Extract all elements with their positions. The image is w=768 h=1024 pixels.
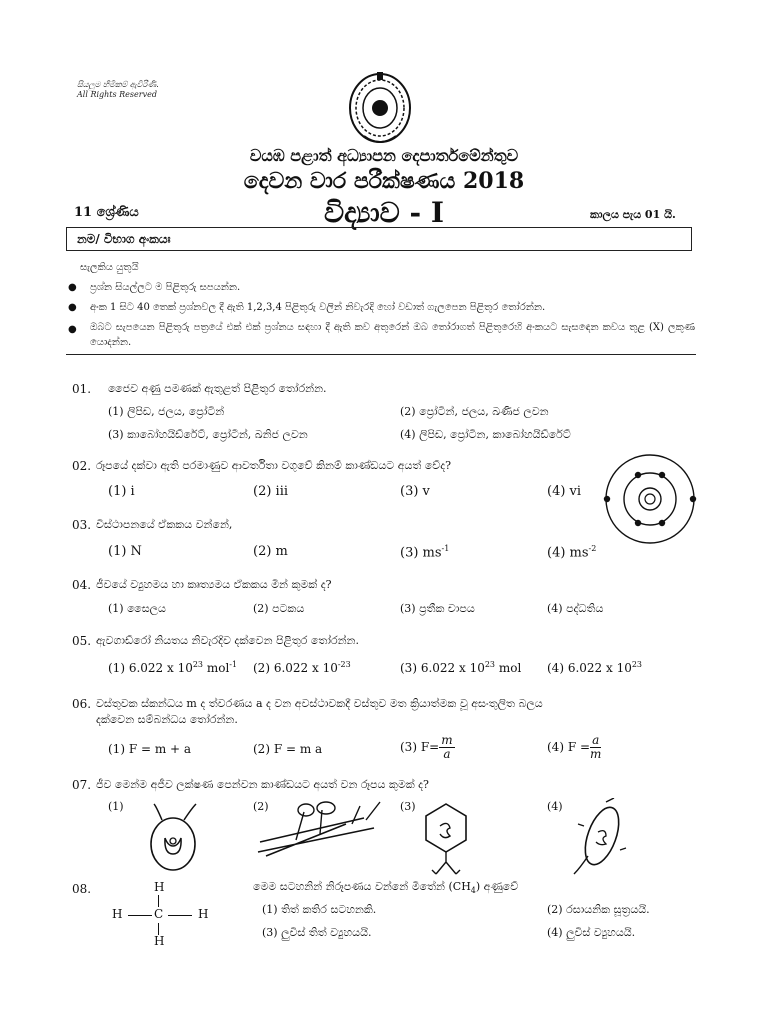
question-number: 07. [72, 778, 92, 792]
option-3: (3) ලුවිස් තිත් ව්‍යුහයයි. [262, 926, 372, 939]
option-3: (3) $ms^{-1}$ [400, 544, 450, 561]
option-4: (4) 6.022 x $10^{23}$ [547, 660, 643, 675]
question-text: මෙම සටහනින් නිරූපණය වන්නේ මීතේන් $(CH_4)$ අණුවේ [253, 880, 519, 896]
time-label: කාලය පැය 01 යි. [590, 208, 676, 221]
rights-english: All Rights Reserved [77, 90, 157, 99]
bullet-icon: ● [68, 302, 77, 313]
option-2: (2) [253, 800, 269, 813]
atom-c: C [154, 907, 164, 921]
question-text: වස්තුවක ස්කන්ධය m ද ත්වරණය a ද වන අවස්ථාවකදී වස්තුව මත ක්‍රියාත්මක වූ අසංතුලිත බලය [96, 697, 543, 710]
option-3: (3) 6.022 x $10^{23}$ mol [400, 660, 522, 675]
option-3: (3) F= $\frac{m}{a}$ [400, 733, 453, 761]
question-number: 05. [72, 634, 92, 648]
rights-sinhala: සියලුම හිමිකම් ඇවිරිණි. [77, 80, 159, 89]
bond-line [128, 915, 152, 916]
option-1: (1) ලිපිඩ, ජලය, ප්‍රෝටීන් [108, 405, 225, 418]
instruction-item: ඔබට සැපයෙන පිළිතුරු පත්‍රයේ එක් එක් ප්‍රශ්නය සඳහා දී ඇති කව අතුරෙන් ඔබ තෝරාගත් පිළිතුරෙහි අංකයට සැසඳෙන කවය තුළ (X) ලකුණ යොදන්න. [90, 322, 695, 348]
department-name: වයඹ පළාත් අධ්‍යාපන දෙපාර්තමේන්තුව [249, 146, 519, 165]
exam-title: දෙවන වාර පරීක්ෂණය 2018 [243, 168, 525, 194]
option-4: (4) F = $\frac{a}{m}$ [547, 733, 602, 761]
bullet-icon: ● [68, 282, 77, 293]
question-number: 02. [72, 459, 92, 473]
question-text: ජීවයේ ව්‍යුහමය හා කෘත්‍යමය ඒකකය මින් කුමක් ද? [96, 578, 332, 591]
cell-drawing-icon [140, 802, 210, 876]
fungus-drawing-icon [256, 800, 386, 858]
question-text-cont: දක්වෙන සම්බන්ධය තෝරන්න. [96, 713, 238, 726]
atom-h-bottom: H [154, 934, 165, 948]
option-2: (2) iii [253, 484, 289, 499]
question-text: ජෛව අණු පමණක් ඇතුළත් පිළිතුර තෝරන්න. [108, 382, 327, 395]
instruction-item: ප්‍රශ්න සියල්ලට ම පිළිතුරු සපයන්න. [90, 282, 241, 293]
rights-reserved [77, 80, 159, 100]
option-4: (4) පද්ධතිය [547, 602, 604, 615]
question-text: ඇවගාඩ්රෝ නියතය නිවැරදිව දක්වෙන පිළිතුර තෝරන්න. [96, 634, 359, 647]
option-1: (1) සෛලය [108, 602, 166, 615]
methane-structure [108, 880, 218, 950]
option-3: (3) කාබෝහයිඩ්රේට්, ප්‍රෝටීන්, ඛනිජ ලවන [108, 428, 308, 441]
option-3: (3) [400, 800, 416, 813]
question-number: 04. [72, 578, 92, 592]
instruction-item: අංක 1 සිට 40 තෙක් ප්‍රශ්නවල දී ඇති 1,2,3,4 පිළිතුරු වලින් නිවැරදි හෝ වඩාත් ගැලපෙන පිළිතුර තෝරන්න. [90, 302, 546, 313]
question-number: 03. [72, 518, 92, 532]
bacterium-drawing-icon [566, 798, 638, 876]
option-3: (3) v [400, 484, 430, 499]
option-1: (1) F = m + a [108, 742, 192, 756]
option-4: (4) [547, 800, 563, 813]
name-index-box[interactable] [66, 227, 692, 251]
grade-label: 11 ශ්‍රේණිය [74, 205, 139, 220]
instructions-heading: සැලකිය යුතුයි [80, 262, 139, 273]
bullet-icon: ● [68, 324, 77, 335]
option-1: (1) N [108, 544, 142, 559]
atom-diagram [603, 452, 697, 546]
option-2: (2) F = m a [253, 742, 323, 756]
question-number: 06. [72, 697, 92, 711]
option-4: (4) $ms^{-2}$ [547, 544, 597, 561]
option-2: (2) පටකය [253, 602, 305, 615]
option-1: (1) 6.022 x $10^{23}$ mol$^{-1}$ [108, 660, 238, 675]
divider [66, 354, 696, 355]
question-number: 01. [72, 382, 92, 396]
option-2: (2) රසායනික සූත්‍රයයි. [547, 903, 650, 916]
option-1: (1) තිත් කතිර සටහනකි. [262, 903, 377, 916]
atom-h-right: H [198, 907, 209, 921]
option-4: (4) ලිපිඩ, ප්‍රෝටීන, කාබෝහයිඩ්රේට් [400, 428, 571, 441]
option-3: (3) ප්‍රතීක චාපය [400, 602, 475, 615]
option-2: (2) m [253, 544, 288, 559]
emblem-icon [348, 70, 412, 146]
bond-line [158, 895, 159, 907]
question-text: විස්ථාපනයේ ඒකකය වන්නේ, [96, 518, 233, 531]
subject-title: විද්‍යාව - I [323, 196, 445, 229]
virus-drawing-icon [418, 800, 474, 878]
question-number: 08. [72, 882, 92, 896]
atom-h-top: H [154, 880, 165, 894]
option-2: (2) ප්‍රෝටීන්, ජලය, ඛණිජ ලවන [400, 405, 549, 418]
option-4: (4) vi [547, 484, 582, 499]
bond-line [168, 915, 192, 916]
question-text: ජීව මෙන්ම අජීව ලක්ෂණ පෙන්වන කාණ්ඩයට අයත් වන රූපය කුමක් ද? [96, 778, 429, 791]
option-1: (1) i [108, 484, 135, 499]
question-text: රූපයේ දක්වා ඇති පරමාණුව ආවර්තිතා වගුවේ කිනම් කාණ්ඩයට අයත් වේද? [96, 459, 452, 472]
atom-h-left: H [112, 907, 123, 921]
option-4: (4) ලුවිස් ව්‍යුහයයි. [547, 926, 636, 939]
name-label: නම/ විභාග අංකයඃ [77, 232, 171, 246]
option-2: (2) 6.022 x $10^{-23}$ [253, 660, 351, 675]
option-1: (1) [108, 800, 124, 813]
